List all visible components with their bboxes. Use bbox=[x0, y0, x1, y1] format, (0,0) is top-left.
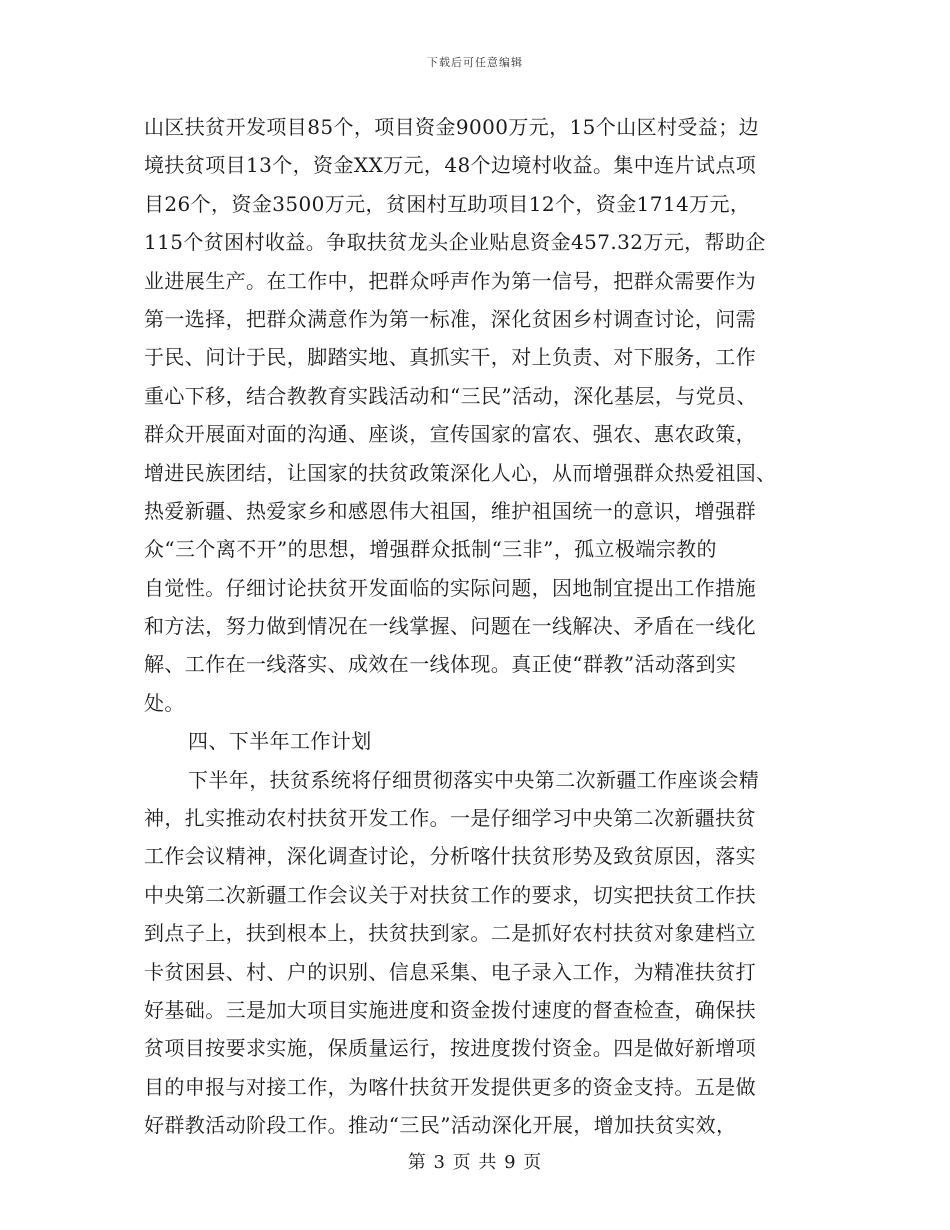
plan-line: 神，扎实推动农村扶贫开发工作。一是仔细学习中央第二次新疆扶贫 bbox=[144, 806, 756, 831]
body-line: 群众开展面对面的沟通、座谈，宣传国家的富农、强农、惠农政策， bbox=[144, 422, 756, 447]
body-line: 第一选择，把群众满意作为第一标准，深化贫困乡村调查讨论，问需 bbox=[144, 306, 756, 331]
plan-line: 中央第二次新疆工作会议关于对扶贫工作的要求，切实把扶贫工作扶 bbox=[144, 882, 756, 907]
body-line: 山区扶贫开发项目85个，项目资金9000万元，15个山区村受益；边 bbox=[144, 115, 759, 139]
plan-line: 工作会议精神，深化调查讨论，分析喀什扶贫形势及致贫原因，落实 bbox=[144, 844, 756, 869]
plan-line: 贫项目按要求实施，保质量运行，按进度拨付资金。四是做好新增项 bbox=[144, 1036, 756, 1061]
body-line: 和方法，努力做到情况在一线掌握、问题在一线解决、矛盾在一线化 bbox=[144, 614, 756, 639]
body-line: 自觉性。仔细讨论扶贫开发面临的实际问题，因地制宜提出工作措施 bbox=[144, 575, 756, 600]
plan-line: 到点子上，扶到根本上，扶贫扶到家。二是抓好农村扶贫对象建档立 bbox=[144, 921, 756, 946]
header-note: 下载后可任意编辑 bbox=[427, 56, 523, 69]
plan-line: 目的申报与对接工作，为喀什扶贫开发提供更多的资金支持。五是做 bbox=[144, 1074, 756, 1099]
body-line: 115个贫困村收益。争取扶贫龙头企业贴息资金457.32万元，帮助企 bbox=[144, 230, 766, 255]
document-body bbox=[144, 108, 808, 1145]
body-line: 热爱新疆、热爱家乡和感恩伟大祖国，维护祖国统一的意识，增强群 bbox=[144, 498, 756, 523]
plan-line: 好群教活动阶段工作。推动“三民”活动深化开展，增加扶贫实效， bbox=[144, 1113, 737, 1138]
plan-line: 好基础。三是加大项目实施进度和资金拨付速度的督查检查，确保扶 bbox=[144, 997, 756, 1022]
body-line: 目26个，资金3500万元，贫困村互助项目12个，资金1714万元， bbox=[144, 191, 751, 216]
body-line: 增进民族团结，让国家的扶贫政策深化人心，从而增强群众热爱祖国、 bbox=[144, 460, 777, 485]
plan-line: 下半年，扶贫系统将仔细贯彻落实中央第二次新疆工作座谈会精 bbox=[188, 767, 760, 792]
body-line: 业进展生产。在工作中，把群众呼声作为第一信号，把群众需要作为 bbox=[144, 268, 756, 293]
body-line: 重心下移，结合教教育实践活动和“三民”活动，深化基层，与党员、 bbox=[144, 383, 757, 408]
body-line: 解、工作在一线落实、成效在一线体现。真正使“群教”活动落到实 bbox=[144, 652, 737, 677]
plan-line: 卡贫困县、村、户的识别、信息采集、电子录入工作，为精准扶贫打 bbox=[144, 959, 756, 984]
body-line: 处。 bbox=[144, 690, 185, 715]
section-heading: 四、下半年工作计划 bbox=[188, 729, 372, 754]
body-line: 众“三个离不开”的思想，增强群众抵制“三非”，孤立极端宗教的 bbox=[144, 537, 717, 562]
body-line: 境扶贫项目13个，资金XX万元，48个边境村收益。集中连片试点项 bbox=[144, 153, 757, 178]
body-line: 于民、问计于民，脚踏实地、真抓实干，对上负责、对下服务，工作 bbox=[144, 345, 756, 370]
page-number: 第 3 页 共 9 页 bbox=[407, 1152, 543, 1173]
